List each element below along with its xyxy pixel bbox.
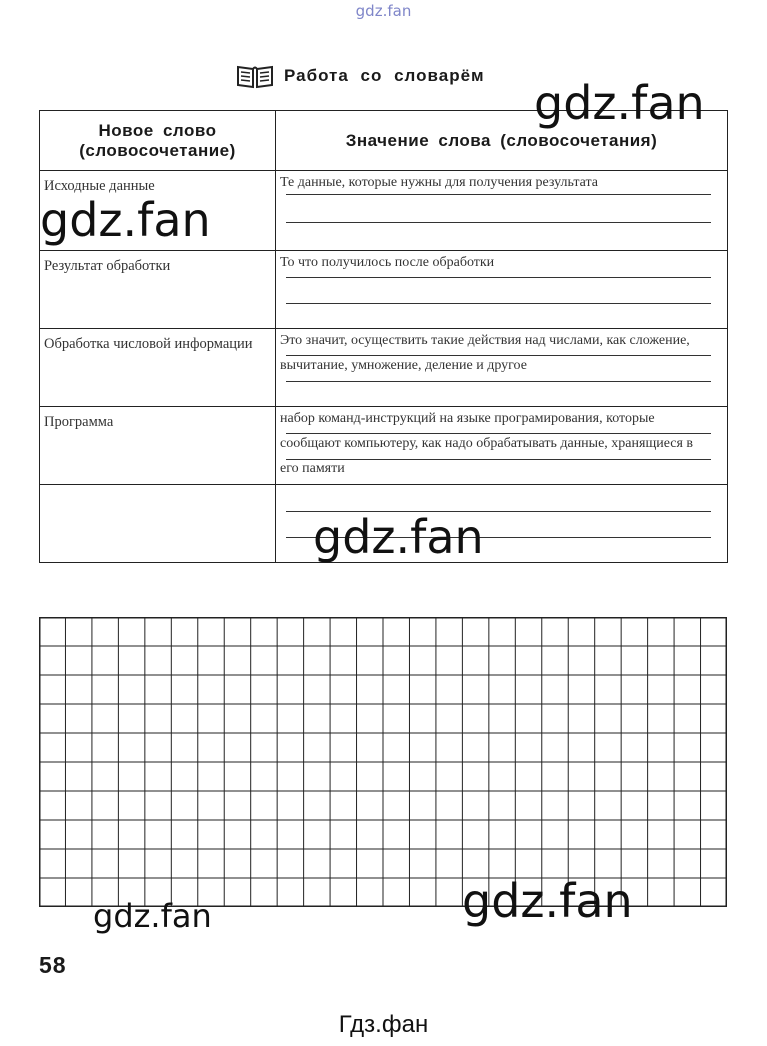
term-text[interactable]: Исходные данные (44, 178, 155, 194)
column-header-meaning: Значение слова (словосочетания) (276, 111, 728, 171)
term-text[interactable]: Результат обработки (44, 258, 171, 274)
dictionary-table (39, 110, 728, 563)
definition-text[interactable]: Те данные, которые нужны для получения результата (280, 175, 599, 190)
column-header-term: Новое слово (словосочетание) (40, 111, 276, 171)
watermark: gdz.fan (40, 193, 211, 247)
squared-grid (39, 617, 727, 907)
watermark-top: gdz.fan (355, 2, 412, 20)
term-cell (40, 251, 276, 329)
term-text[interactable]: Обработка числовой информации (44, 336, 253, 352)
definition-cell (276, 171, 728, 251)
section-header (236, 60, 485, 92)
writing-line (286, 381, 711, 382)
section-title: Работа со словарём (284, 66, 485, 85)
table-row (40, 251, 728, 329)
writing-line (286, 303, 711, 304)
page-number: 58 (39, 952, 67, 978)
watermark: gdz.fan (93, 897, 212, 935)
term-cell (40, 407, 276, 485)
definition-cell (276, 251, 728, 329)
writing-line (286, 222, 711, 223)
definition-cell (276, 407, 728, 485)
open-book-icon (236, 63, 274, 89)
table-row (40, 407, 728, 485)
writing-line (286, 277, 711, 278)
term-text[interactable]: Программа (44, 414, 114, 430)
definition-text[interactable]: набор команд-инструкций на языке програмирования, которые сообщают компьютеру, как надо обрабатывать данные, хранящиеся в его памяти (280, 411, 694, 476)
definition-text[interactable]: Это значит, осуществить такие действия над числами, как сложение, вычитание, умножение, деление и другое (280, 333, 690, 373)
table-row (40, 329, 728, 407)
term-cell (40, 329, 276, 407)
definition-text[interactable]: То что получилось после обработки (280, 255, 495, 270)
watermark: gdz.fan (534, 76, 705, 130)
footer-caption: Гдз.фан (338, 1011, 429, 1038)
watermark: gdz.fan (313, 510, 484, 564)
term-text[interactable] (40, 485, 275, 490)
term-cell (40, 485, 276, 563)
definition-cell (276, 329, 728, 407)
watermark: gdz.fan (462, 874, 633, 928)
